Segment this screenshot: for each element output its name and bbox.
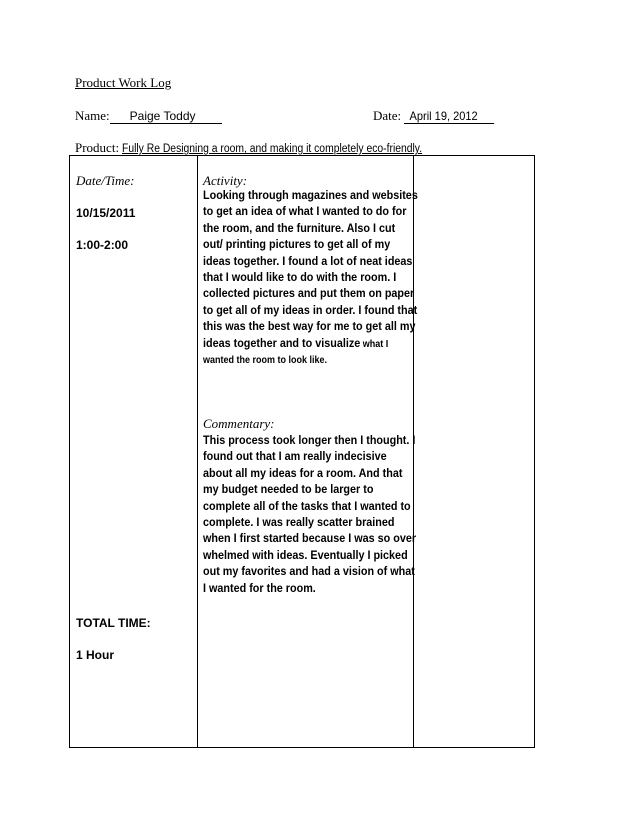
commentary-line: out my favorites and had a vision of what [203, 564, 415, 579]
commentary-line: found out that I am really indecisive [203, 449, 387, 464]
column-divider [197, 156, 198, 747]
commentary-line: complete all of the tasks that I wanted to [203, 498, 411, 513]
product-value: Fully Re Designing a room, and making it completely eco-friendly. [122, 143, 423, 155]
name-line [75, 108, 222, 124]
commentary-line: my budget needed to be larger to [203, 482, 374, 497]
activity-line-part: what I [360, 338, 389, 350]
activity-line: to get an idea of what I wanted to do for [203, 204, 407, 219]
date-time-label: Date/Time: [76, 173, 135, 188]
name-value: Paige Toddy [110, 110, 222, 124]
total-time-value: 1 Hour [76, 648, 115, 662]
date-value: April 19, 2012 [404, 110, 494, 124]
activity-line: wanted the room to look like. [203, 355, 328, 367]
activity-line: out/ printing pictures to get all of my [203, 237, 391, 252]
commentary-line: when I first started because I was so over [203, 531, 417, 546]
commentary-text [203, 432, 418, 596]
document-title: Product Work Log [75, 75, 172, 90]
activity-line: ideas together. I found a lot of neat ideas [203, 253, 413, 268]
date-line [373, 108, 502, 124]
date-label: Date: [373, 108, 402, 123]
commentary-line: whelmed with ideas. Eventually I picked [203, 547, 408, 562]
activity-line-part: ideas together and to visualize [203, 335, 361, 350]
total-time-label: TOTAL TIME: [76, 616, 151, 630]
commentary-label: Commentary: [203, 416, 275, 431]
activity-text [203, 187, 418, 369]
activity-line: to get all of my ideas in order. I found that [203, 302, 418, 317]
log-date: 10/15/2011 [76, 206, 136, 220]
work-log-table [69, 155, 535, 748]
product-label: Product: [75, 140, 120, 155]
activity-label: Activity: [203, 173, 248, 188]
log-time: 1:00-2:00 [76, 238, 129, 252]
commentary-line: complete. I was really scatter brained [203, 515, 395, 530]
activity-line [203, 335, 397, 353]
activity-line: Looking through magazines and websites [203, 188, 418, 202]
activity-line: collected pictures and put them on paper [203, 286, 415, 301]
commentary-line: I wanted for the room. [203, 580, 316, 595]
product-line [75, 140, 456, 156]
activity-line: this was the best way for me to get all my [203, 319, 416, 334]
commentary-line: This process took longer then I thought. I [203, 433, 416, 447]
name-label: Name: [75, 108, 110, 123]
commentary-line: about all my ideas for a room. And that [203, 465, 403, 480]
activity-line: that I would like to do with the room. I [203, 270, 397, 285]
activity-line: the room, and the furniture. Also I cut [203, 220, 396, 235]
